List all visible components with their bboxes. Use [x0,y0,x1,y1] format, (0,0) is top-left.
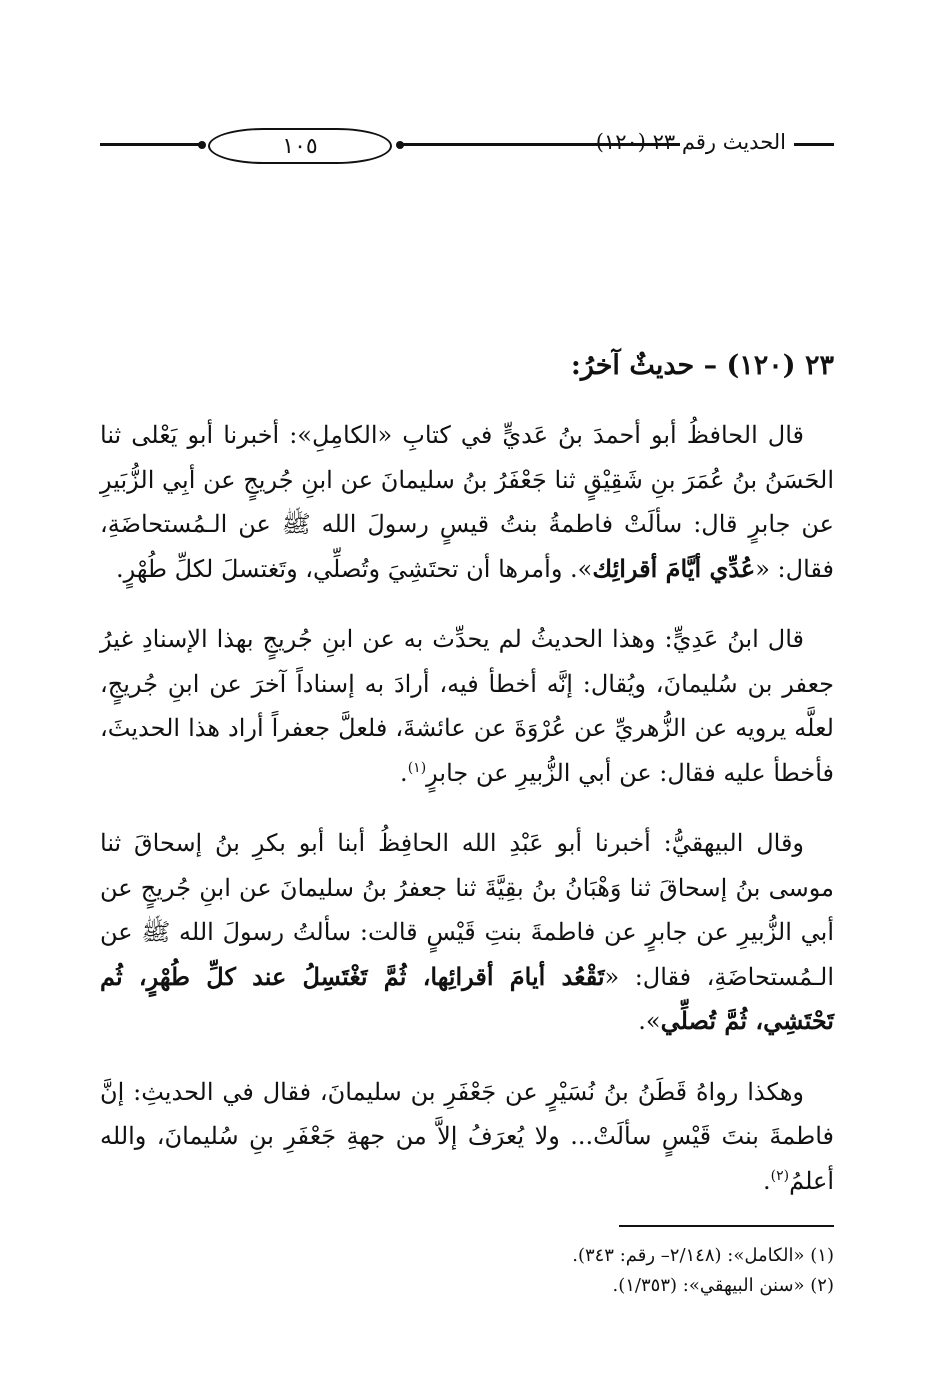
footnote-ref-1[interactable]: (١) [407,759,427,776]
page-body [100,350,834,1301]
p3-text-b: ». [638,1007,661,1035]
footnote-2: (٢) «سنن البيهقي»: (١/٣٥٣). [612,1275,834,1296]
header-dot-left [198,141,206,149]
footnote-1: (١) «الكامل»: (٢/١٤٨– رقم: ٣٤٣). [572,1245,834,1266]
p2-text: قال ابنُ عَدِيٍّ: وهذا الحديثُ لم يحدِّث به عن ابنِ جُريجٍ بهذا الإسنادِ غيرُ جعفر بن سُليمانَ، ويُقال: إنَّه أخطأ فيه، أرادَ به إسناداً آخرَ عن ابنِ جُريجٍ، لعلَّه يرويه عن الزُّهريِّ عن عُرْوَةَ عن عائشةَ، فلعلَّ جعفراً أراد هذا الحديثَ، فأخطأ عليه فقال: عن أبي الزُّبيرِ عن جابرٍ [100,625,834,787]
p1-text-a: قال الحافظُ أبو أحمدَ بنُ عَديٍّ في كتابِ «الكامِلِ»: أخبرنا أبو يَعْلى ثنا الحَسَنُ بنُ عُمَرَ بنِ شَقِيْقٍ ثنا جَعْفَرُ بنُ سليمانَ عن ابنِ جُريجٍ عن أبِي الزُّبَيرِ عن جابرٍ قال: سألَتْ فاطمةُ بنتُ قيسٍ رسولَ الله ﷺ عن الـمُستحاضَةِ، فقال: « [100,421,834,583]
p1-text-b: ». وأمرها أن تحتَشِيَ وتُصلِّي، وتَغتسلَ لكلِّ طُهْرٍ. [115,554,593,583]
running-title: الحديث رقم ٢٣ (١٢٠) [595,130,786,154]
page-header [100,120,834,170]
p4-end: . [762,1166,771,1195]
paragraph-3 [100,821,834,1044]
hadith-heading: ٢٣ (١٢٠) – حديثٌ آخرُ: [570,350,834,381]
p2-end: . [400,758,408,787]
paragraph-1 [100,413,834,591]
header-rule-left [100,143,200,146]
p1-quote: عُدِّي أيَّامَ أقرائِك [592,553,756,583]
page-number: ١٠٥ [208,128,392,164]
header-rule-right [794,143,834,146]
p3-quote: تَقْعُد أيامَ أقرائِها، ثُمَّ تَغْتَسِلُ عند كلِّ طُهْرٍ، ثُم تَحْتَشِي، ثُمَّ تُصلِّي [100,961,834,1035]
footnote-ref-2[interactable]: (٢) [770,1167,790,1184]
p4-text: وهكذا رواهُ قَطَنُ بنُ نُسَيْرٍ عن جَعْفَرِ بن سليمانَ، فقال في الحديثِ: إنَّ فاطمةَ بنتَ قَيْسٍ سألَتْ... ولا يُعرَفُ إلاَّ من جهةِ جَعْفَرِ بنِ سُليمانَ، والله أعلمُ [100,1077,834,1195]
p3-text-a: وقال البيهقيُّ: أخبرنا أبو عَبْدِ الله الحافِظُ أبنا أبو بكرِ بنُ إسحاقَ ثنا موسى بنُ إسحاقَ ثنا وَهْبَانُ بنُ بقِيَّةَ ثنا جعفرُ بنُ سليمانَ عن ابنِ جُريجٍ عن أبي الزُّبيرِ عن جابرٍ عن فاطمةَ بنتِ قَيْسٍ قالت: سألتُ رسولَ الله ﷺ عن الـمُستحاضَةِ، فقال: « [100,829,834,991]
footnote-rule [619,1225,834,1227]
paragraph-4 [100,1070,834,1204]
paragraph-2 [100,617,834,795]
